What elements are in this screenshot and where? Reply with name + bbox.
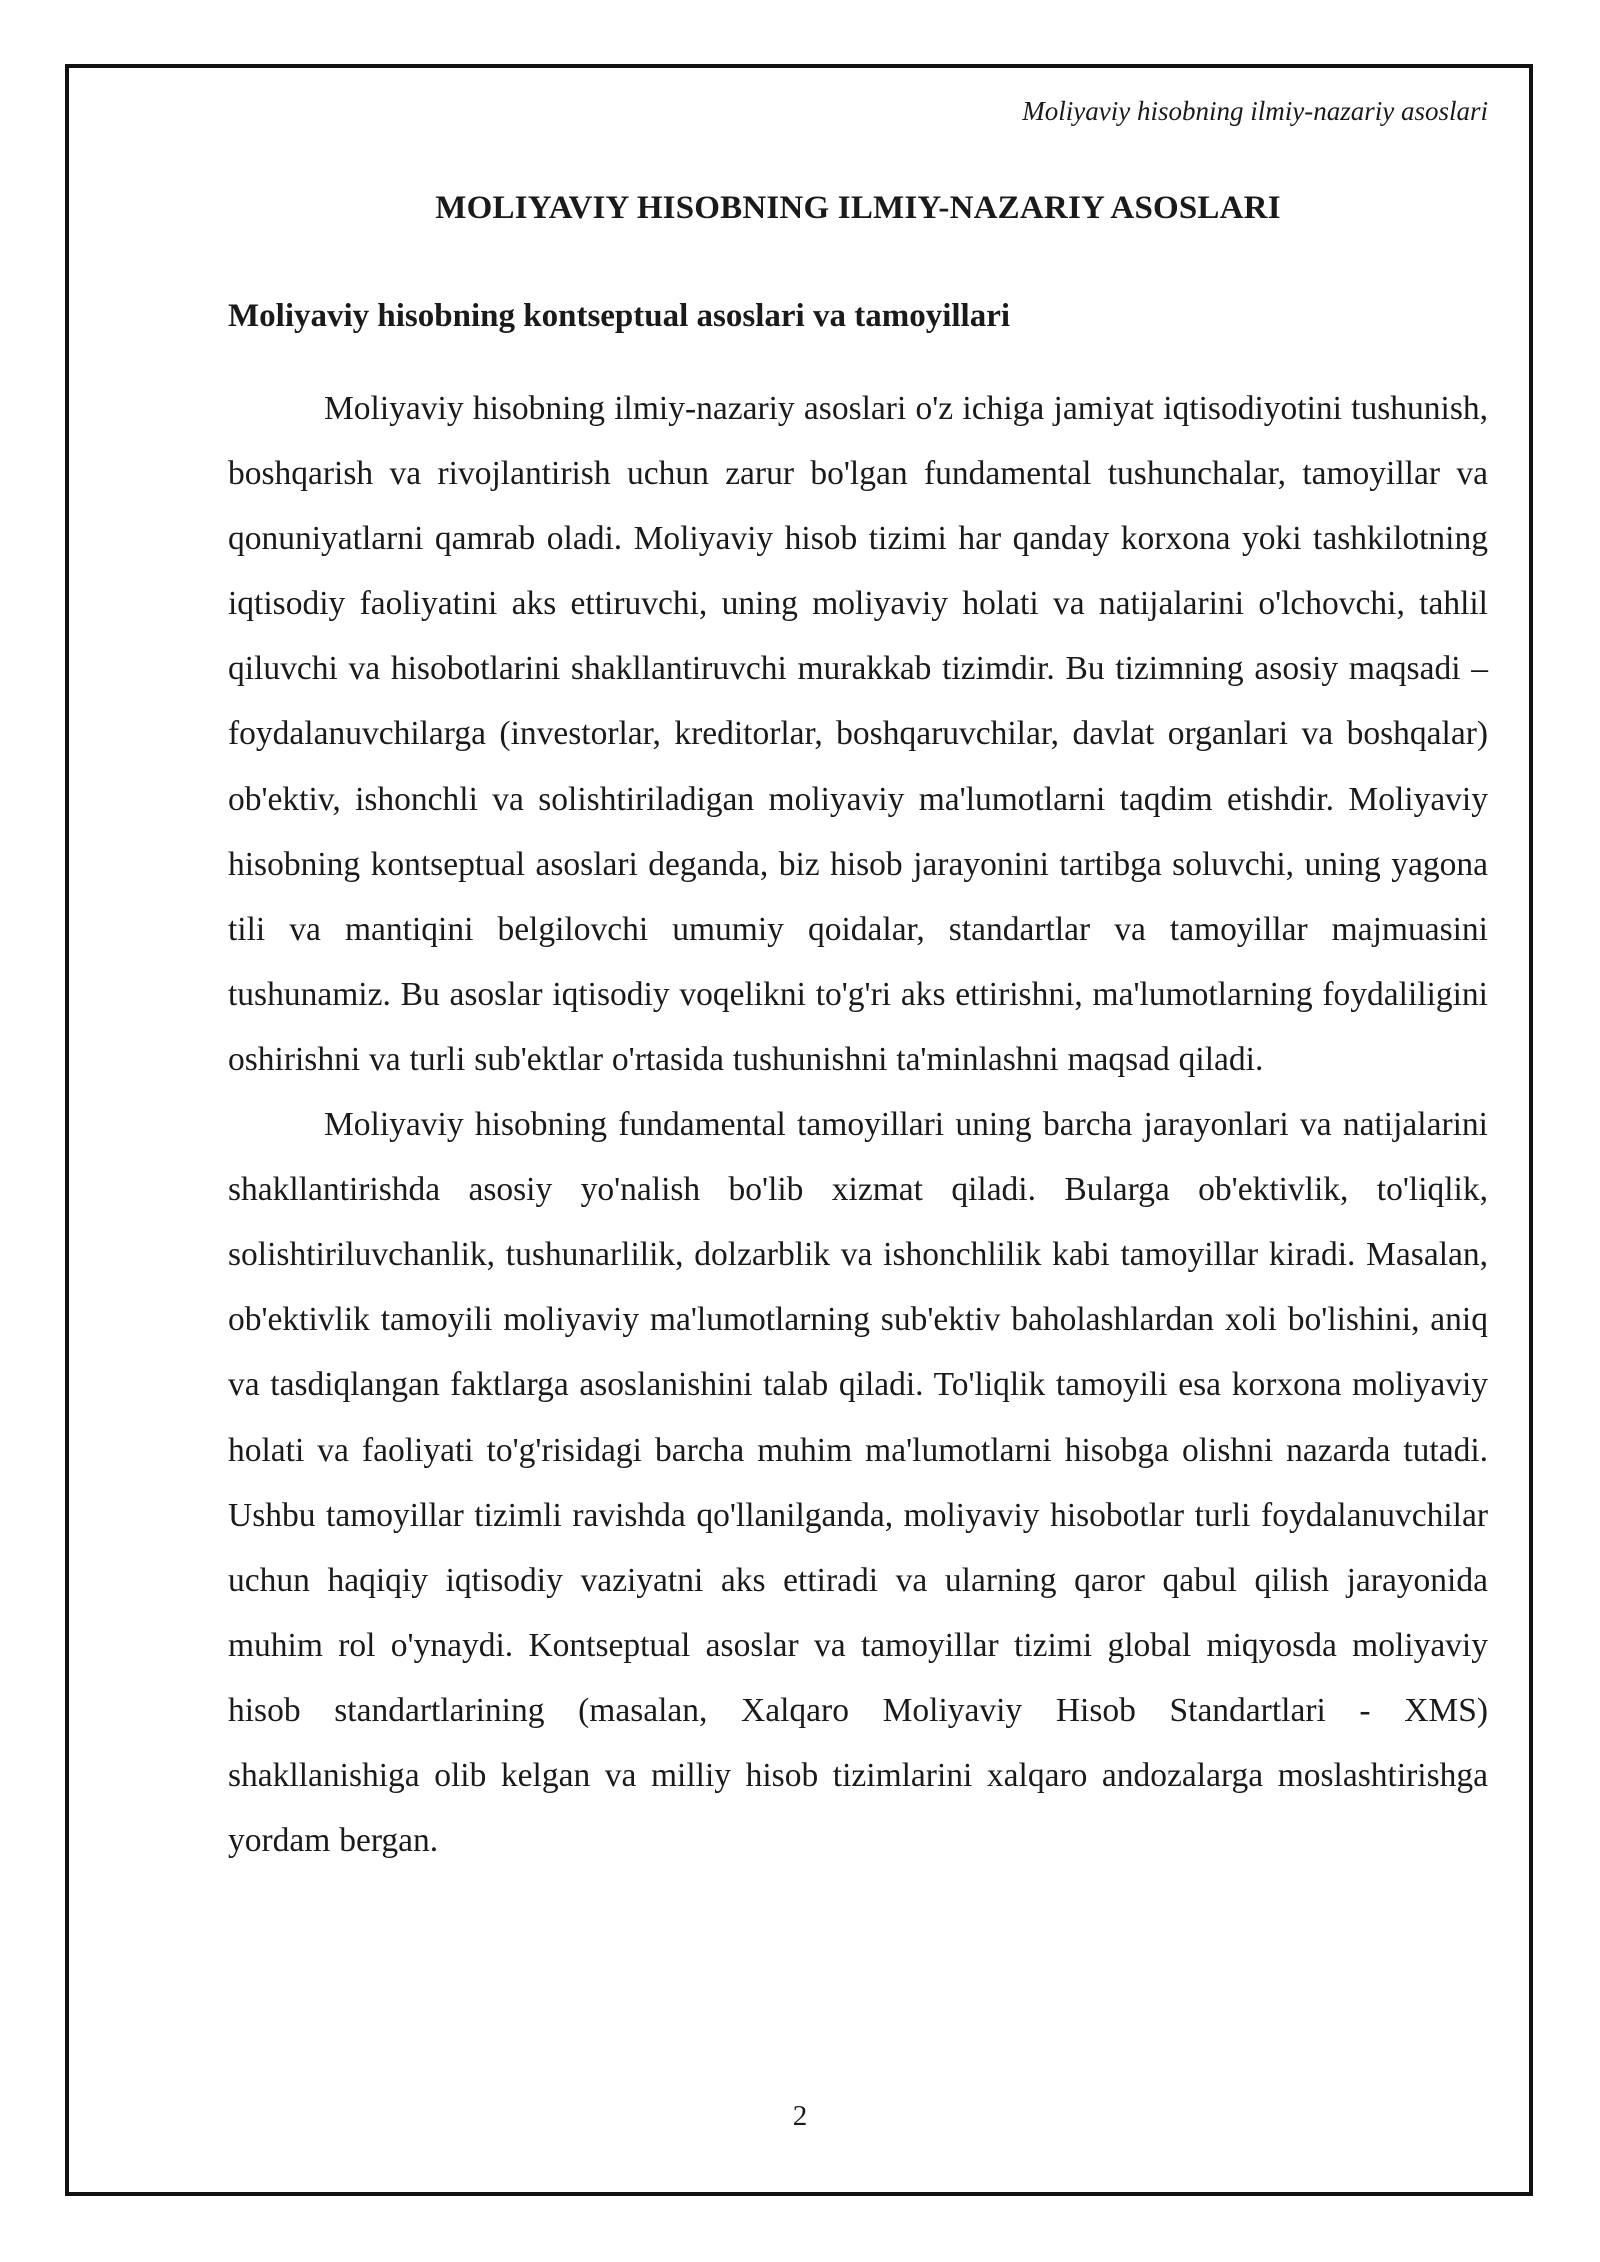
paragraph-2: Moliyaviy hisobning fundamental tamoyillari uning barcha jarayonlari va natijalarini shakllantirishda asosiy yo'nalish bo'lib xizmat qiladi. Bularga ob'ektivlik, to'liqlik, solishtiriluvchanlik, tushunarlilik, dolzarblik va ishonchlilik kabi tamoyillar kiradi. Masalan, ob'ektivlik tamoyili moliyaviy ma'lumotlarning sub'ektiv baholashlardan xoli bo'lishini, aniq va tasdiqlangan faktlarga asoslanishini talab qiladi. To'liqlik tamoyili esa korxona moliyaviy holati va faoliyati to'g'risidagi barcha muhim ma'lumotlarni hisobga olishni nazarda tutadi. Ushbu tamoyillar tizimli ravishda qo'llanilganda, moliyaviy hisobotlar turli foydalanuvchilar uchun haqiqiy iqtisodiy vaziyatni aks ettiradi va ularning qaror qabul qilish jarayonida muhim rol o'ynaydi. Kontseptual asoslar va tamoyillar tizimi global miqyosda moliyaviy hisob standartlarining (masalan, Xalqaro Moliyaviy Hisob Standartlari - XMS) shakllanishiga olib kelgan va milliy hisob tizimlarini xalqaro andozalarga moslashtirishga yordam bergan. (228, 1106, 1488, 1860)
body-text (228, 376, 1488, 1873)
document-title: MOLIYAVIY HISOBNING ILMIY-NAZARIY ASOSLARI (435, 190, 1281, 226)
section-heading: Moliyaviy hisobning kontseptual asoslari va tamoyillari (228, 298, 1011, 334)
running-header: Moliyaviy hisobning ilmiy-nazariy asoslari (1022, 96, 1488, 126)
paragraph-1: Moliyaviy hisobning ilmiy-nazariy asoslari o'z ichiga jamiyat iqtisodiyotini tushunish, boshqarish va rivojlantirish uchun zarur bo'lgan fundamental tushunchalar, tamoyillar va qonuniyatlarni qamrab oladi. Moliyaviy hisob tizimi har qanday korxona yoki tashkilotning iqtisodiy faoliyatini aks ettiruvchi, uning moliyaviy holati va natijalarini o'lchovchi, tahlil qiluvchi va hisobotlarini shakllantiruvchi murakkab tizimdir. Bu tizimning asosiy maqsadi – foydalanuvchilarga (investorlar, kreditorlar, boshqaruvchilar, davlat organlari va boshqalar) ob'ektiv, ishonchli va solishtiriladigan moliyaviy ma'lumotlarni taqdim etishdir. Moliyaviy hisobning kontseptual asoslari deganda, biz hisob jarayonini tartibga soluvchi, uning yagona tili va mantiqini belgilovchi umumiy qoidalar, standartlar va tamoyillar majmuasini tushunamiz. Bu asoslar iqtisodiy voqelikni to'g'ri aks ettirishni, ma'lumotlarning foydaliligini oshirishni va turli sub'ektlar o'rtasida tushunishni ta'minlashni maqsad qiladi. (228, 390, 1488, 1078)
page-number: 2 (792, 2100, 808, 2132)
